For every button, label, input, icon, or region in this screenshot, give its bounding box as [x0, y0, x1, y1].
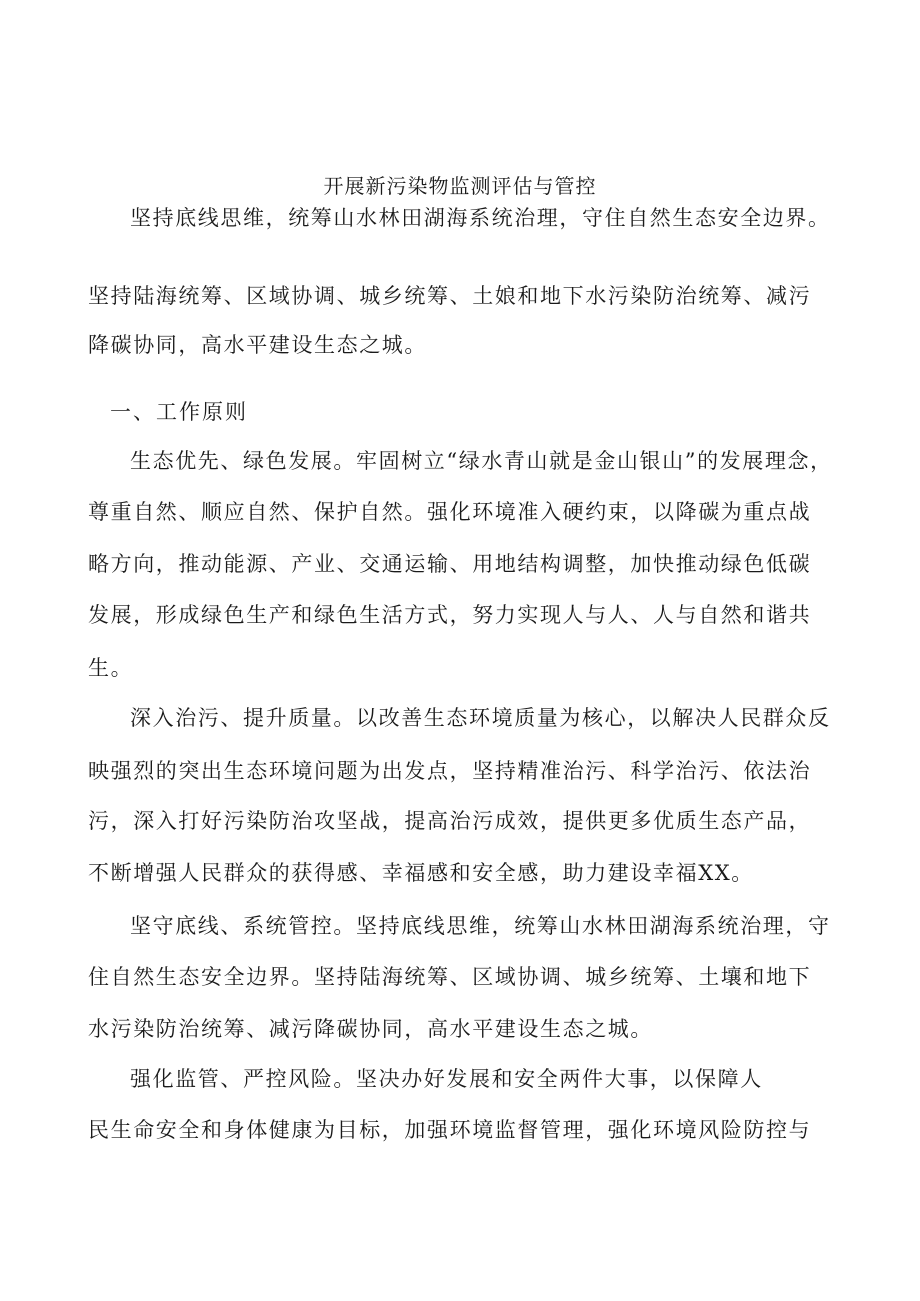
paragraph-1-line-1: 坚持底线思维，统筹山水林田湖海系统治理，守住自然生态安全边界。	[130, 206, 831, 230]
paragraph-3-line-3: 污，深入打好污染防治攻坚战，提高治污成效，提供更多优质生态产品，	[88, 809, 812, 833]
paragraph-5-line-1: 强化监管、严控风险。坚决办好发展和安全两件大事，以保障人	[130, 1067, 763, 1091]
paragraph-3-line-1: 深入治污、提升质量。以改善生态环境质量为核心，以解决人民群众反	[130, 706, 831, 730]
paragraph-1-line-3: 降碳协同，高水平建设生态之城。	[88, 333, 427, 357]
paragraph-2-line-4: 发展，形成绿色生产和绿色生活方式，努力实现人与人、人与自然和谐共	[88, 603, 812, 627]
paragraph-4-line-1: 坚守底线、系统管控。坚持底线思维，统筹山水林田湖海系统治理，守	[130, 914, 831, 938]
document-title: 开展新污染物监测评估与管控	[323, 174, 597, 198]
paragraph-2-line-1: 生态优先、绿色发展。牢固树立“绿水青山就是金山银山”的发展理念，	[130, 449, 833, 473]
section-heading: 一、工作原则	[110, 400, 248, 424]
paragraph-4-line-3: 水污染防治统筹、减污降碳协同，高水平建设生态之城。	[88, 1017, 653, 1041]
paragraph-3-line-4: 不断增强人民群众的获得感、幸福感和安全感，助力建设幸福XX。	[88, 861, 754, 885]
paragraph-4-line-2: 住自然生态安全边界。坚持陆海统筹、区域协调、城乡统筹、土壤和地下	[88, 965, 812, 989]
paragraph-5-line-2: 民生命安全和身体健康为目标，加强环境监督管理，强化环境风险防控与	[88, 1118, 812, 1142]
paragraph-2-line-5: 生。	[88, 656, 134, 680]
paragraph-3-line-2: 映强烈的突出生态环境问题为出发点，坚持精准治污、科学治污、依法治	[88, 759, 812, 783]
paragraph-2-line-3: 略方向，推动能源、产业、交通运输、用地结构调整，加快推动绿色低碳	[88, 552, 812, 576]
paragraph-1-line-2: 坚持陆海统筹、区域协调、城乡统筹、土娘和地下水污染防治统筹、减污	[88, 284, 812, 308]
paragraph-2-line-2: 尊重自然、顺应自然、保护自然。强化环境准入硬约束，以降碳为重点战	[88, 500, 812, 524]
